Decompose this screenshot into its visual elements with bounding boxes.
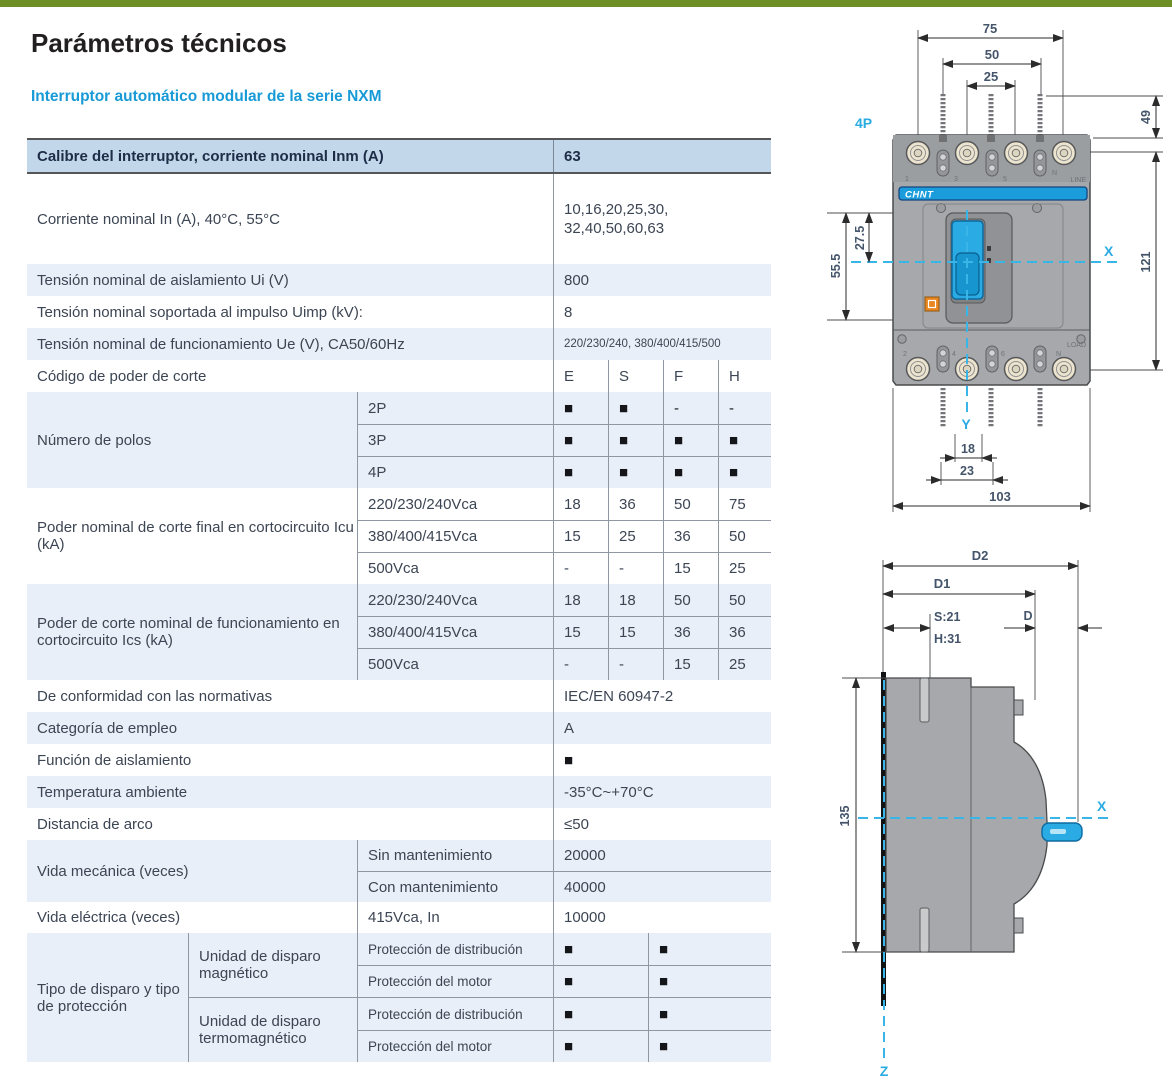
code-s: S — [608, 360, 663, 392]
subrow-label: Con mantenimiento — [357, 872, 553, 902]
cell: 20000 — [553, 840, 771, 871]
cell: ■ — [608, 457, 663, 488]
row-categoria — [27, 712, 771, 744]
breaker-body-side — [886, 678, 1047, 952]
face-screw — [1033, 204, 1042, 213]
dim-135-label: 135 — [838, 805, 852, 827]
row-tipo-disparo — [27, 933, 771, 1062]
row-value — [553, 174, 771, 264]
subrow — [357, 933, 771, 965]
cell: 18 — [553, 584, 608, 616]
side-tab — [1014, 700, 1023, 715]
unit-termomagnetico — [188, 997, 771, 1062]
cell: 15 — [663, 649, 718, 680]
cell: 18 — [608, 584, 663, 616]
cell: ■ — [648, 966, 771, 997]
subrow — [357, 488, 771, 520]
cell: - — [663, 392, 718, 424]
toggle-handle-print — [1050, 829, 1066, 834]
cell: 15 — [608, 617, 663, 648]
subrow-label: 380/400/415Vca — [357, 617, 553, 648]
dim-55-5-label: 55.5 — [829, 253, 843, 279]
subrow — [357, 648, 771, 680]
row-label: Poder de corte nominal de funcionamiento en cortocircuito Ics (kA) — [37, 615, 340, 649]
dim-27-5-label: 27.5 — [853, 225, 867, 251]
subrows — [357, 840, 771, 902]
cell: 36 — [608, 488, 663, 520]
row-ics — [27, 584, 771, 680]
dim-d2-label: D2 — [971, 548, 989, 563]
cell: 36 — [718, 617, 771, 648]
terminal-number: N — [1056, 351, 1062, 358]
subrow-3p — [357, 424, 771, 456]
subrow-4p — [357, 456, 771, 488]
technical-parameters-table — [27, 138, 771, 1062]
cell: ■ — [663, 457, 718, 488]
side-x-axis-label: X — [1097, 798, 1107, 814]
mounting-slot — [920, 678, 929, 722]
row-label: Corriente nominal In (A), 40°C, 55°C — [37, 210, 280, 228]
row-value: ■ — [553, 744, 771, 776]
cell: 15 — [663, 553, 718, 584]
cell: ■ — [553, 392, 608, 424]
row-label: Poder nominal de corte final en cortocircuito Icu (kA) — [37, 519, 354, 553]
cell: 18 — [553, 488, 608, 520]
cell: ■ — [648, 933, 771, 965]
trip-indicator — [925, 297, 939, 311]
cell: - — [608, 649, 663, 680]
cell: - — [608, 553, 663, 584]
value-line-2: 32,40,50,60,63 — [564, 220, 665, 237]
cell: ■ — [608, 392, 663, 424]
cell: ■ — [648, 1031, 771, 1062]
row-label: Distancia de arco — [37, 815, 153, 833]
row-value: A — [553, 712, 771, 744]
row-label: De conformidad con las normativas — [37, 687, 273, 705]
dim-d1-label: D1 — [933, 576, 951, 591]
row-distancia-arco — [27, 808, 771, 840]
load-side-label: LOAD — [1066, 342, 1086, 349]
row-label: Número de polos — [37, 431, 152, 449]
cell: ■ — [553, 933, 648, 965]
corner-screw — [898, 335, 906, 343]
dim-s21-label: S:21 — [934, 610, 961, 624]
row-tension-aislamiento — [27, 264, 771, 296]
dim-75-label: 75 — [982, 21, 998, 36]
table-header-label: Calibre del interruptor, corriente nominal Inm (A) — [37, 147, 384, 165]
pole-count-label: 4P — [855, 115, 873, 131]
dim-d-label: D — [1023, 609, 1033, 623]
subrow — [357, 840, 771, 871]
subrow — [357, 584, 771, 616]
row-label: Vida mecánica (veces) — [37, 862, 189, 880]
row-label: Categoría de empleo — [37, 719, 178, 737]
subrows — [357, 584, 771, 680]
side-tab — [1014, 918, 1023, 933]
terminal — [907, 358, 930, 381]
subrow — [357, 1030, 771, 1062]
row-temperatura — [27, 776, 771, 808]
dim-103-label: 103 — [989, 489, 1011, 504]
subrow-label: 380/400/415Vca — [357, 521, 553, 552]
dim-25-label: 25 — [983, 69, 999, 84]
subrow-label: 3P — [357, 425, 553, 456]
terminal — [1005, 142, 1028, 165]
dim-18-label: 18 — [961, 442, 975, 456]
cell: ■ — [553, 1031, 648, 1062]
cell: - — [718, 392, 771, 424]
cell: ■ — [553, 966, 648, 997]
cell: 15 — [553, 617, 608, 648]
terminal — [956, 142, 979, 165]
subrow — [357, 965, 771, 997]
side-view-drawing — [838, 548, 1108, 1079]
terminal-number: 6 — [1001, 351, 1005, 358]
dim-h31-label: H:31 — [934, 632, 962, 646]
table-header-value: 63 — [553, 140, 771, 172]
row-value: IEC/EN 60947-2 — [553, 680, 771, 712]
value-line-1: 10,16,20,25,30, — [564, 201, 669, 218]
subrow-2p — [357, 392, 771, 424]
cell: 25 — [718, 553, 771, 584]
face-screw — [937, 204, 946, 213]
cell: 50 — [718, 584, 771, 616]
front-view-drawing — [827, 21, 1163, 512]
row-vida-mecanica — [27, 840, 771, 902]
protection-label: Protección del motor — [357, 966, 553, 997]
subrow-label: 220/230/240Vca — [357, 488, 553, 520]
toggle-mark — [987, 246, 991, 251]
cell: 15 — [553, 521, 608, 552]
row-label: Tensión nominal de aislamiento Ui (V) — [37, 271, 289, 289]
mounting-slot — [920, 908, 929, 952]
cell: 36 — [663, 617, 718, 648]
row-codigo-poder-corte — [27, 360, 771, 392]
cell: ■ — [648, 998, 771, 1030]
dim-49-label: 49 — [1139, 110, 1153, 124]
front-x-axis-label: X — [1104, 243, 1114, 259]
breaker-dimension-drawings — [795, 10, 1172, 1090]
terminal — [907, 142, 930, 165]
row-value: 800 — [553, 264, 771, 296]
top-accent-bar — [0, 0, 1172, 7]
row-label: Código de poder de corte — [37, 367, 207, 385]
unit-label: Unidad de disparo magnético — [188, 933, 357, 997]
unit-rows — [357, 998, 771, 1062]
terminal — [1005, 358, 1028, 381]
subrow-label: 500Vca — [357, 649, 553, 680]
row-value: 220/230/240, 380/400/415/500 — [553, 328, 771, 360]
row-numero-polos — [27, 392, 771, 488]
page-title: Parámetros técnicos — [31, 28, 287, 58]
terminal-number: 4 — [952, 351, 956, 358]
cell: 50 — [718, 521, 771, 552]
cell: ■ — [553, 425, 608, 456]
row-aislamiento — [27, 744, 771, 776]
row-label: Temperatura ambiente — [37, 783, 188, 801]
subrow-label: Sin mantenimiento — [357, 840, 553, 871]
row-value: 10000 — [553, 902, 771, 933]
row-value: -35°C~+70°C — [553, 776, 771, 808]
subrows — [357, 488, 771, 584]
terminal-number: 1 — [905, 176, 909, 183]
cell: 25 — [718, 649, 771, 680]
dim-50-label: 50 — [984, 47, 1000, 62]
line-side-label: LINE — [1070, 177, 1086, 184]
cell: 36 — [663, 521, 718, 552]
row-normativas — [27, 680, 771, 712]
subrow — [357, 871, 771, 902]
cell: 40000 — [553, 872, 771, 902]
cell: 50 — [663, 584, 718, 616]
unit-magnetico — [188, 933, 771, 997]
protection-label: Protección de distribución — [357, 998, 553, 1030]
row-icu — [27, 488, 771, 584]
terminal-number: 3 — [954, 176, 958, 183]
dim-121-label: 121 — [1139, 251, 1153, 273]
unit-rows — [357, 933, 771, 997]
row-label: Tipo de disparo y tipo de protección — [37, 980, 180, 1015]
page-subtitle: Interruptor automático modular de la serie NXM — [31, 88, 382, 105]
cell: 75 — [718, 488, 771, 520]
row-corriente-nominal — [27, 174, 771, 264]
side-z-axis-label: Z — [879, 1063, 889, 1079]
cell: 25 — [608, 521, 663, 552]
terminal-number: N — [1052, 170, 1058, 177]
protection-label: Protección de distribución — [357, 933, 553, 965]
trip-unit-groups — [188, 933, 771, 1062]
row-tension-funcionamiento — [27, 328, 771, 360]
brand-logo-text: CHNT — [905, 189, 934, 201]
terminal — [1053, 142, 1076, 165]
subrow — [357, 520, 771, 552]
subrow — [357, 552, 771, 584]
terminal-number: 2 — [903, 351, 907, 358]
subrow-label: 500Vca — [357, 553, 553, 584]
cell: - — [553, 649, 608, 680]
cell: ■ — [608, 425, 663, 456]
subrow — [357, 616, 771, 648]
subrow-label: 2P — [357, 392, 553, 424]
subrow — [357, 998, 771, 1030]
cell: ■ — [718, 457, 771, 488]
cell: ■ — [663, 425, 718, 456]
subrows — [357, 392, 771, 488]
code-h: H — [718, 360, 771, 392]
subrow-label: 415Vca, In — [357, 902, 553, 933]
cell: 50 — [663, 488, 718, 520]
row-tension-impulso — [27, 296, 771, 328]
dim-23-label: 23 — [960, 464, 974, 478]
cell: ■ — [553, 998, 648, 1030]
code-e: E — [553, 360, 608, 392]
row-value: 8 — [553, 296, 771, 328]
row-value: ≤50 — [553, 808, 771, 840]
terminal — [1053, 358, 1076, 381]
subrow-label: 220/230/240Vca — [357, 584, 553, 616]
row-label: Tensión nominal soportada al impulso Uimp (kV): — [37, 303, 363, 321]
row-vida-electrica — [27, 902, 771, 933]
cell: ■ — [718, 425, 771, 456]
row-label: Vida eléctrica (veces) — [37, 909, 181, 926]
row-label: Función de aislamiento — [37, 751, 192, 769]
protection-label: Protección del motor — [357, 1031, 553, 1062]
terminal-number: 5 — [1003, 176, 1007, 183]
table-header-row — [27, 140, 771, 174]
row-label: Tensión nominal de funcionamiento Ue (V), CA50/60Hz — [37, 335, 405, 353]
subrow-label: 4P — [357, 457, 553, 488]
front-y-axis-label: Y — [961, 416, 971, 432]
code-f: F — [663, 360, 718, 392]
cell: ■ — [553, 457, 608, 488]
cell: - — [553, 553, 608, 584]
unit-label: Unidad de disparo termomagnético — [188, 998, 357, 1062]
